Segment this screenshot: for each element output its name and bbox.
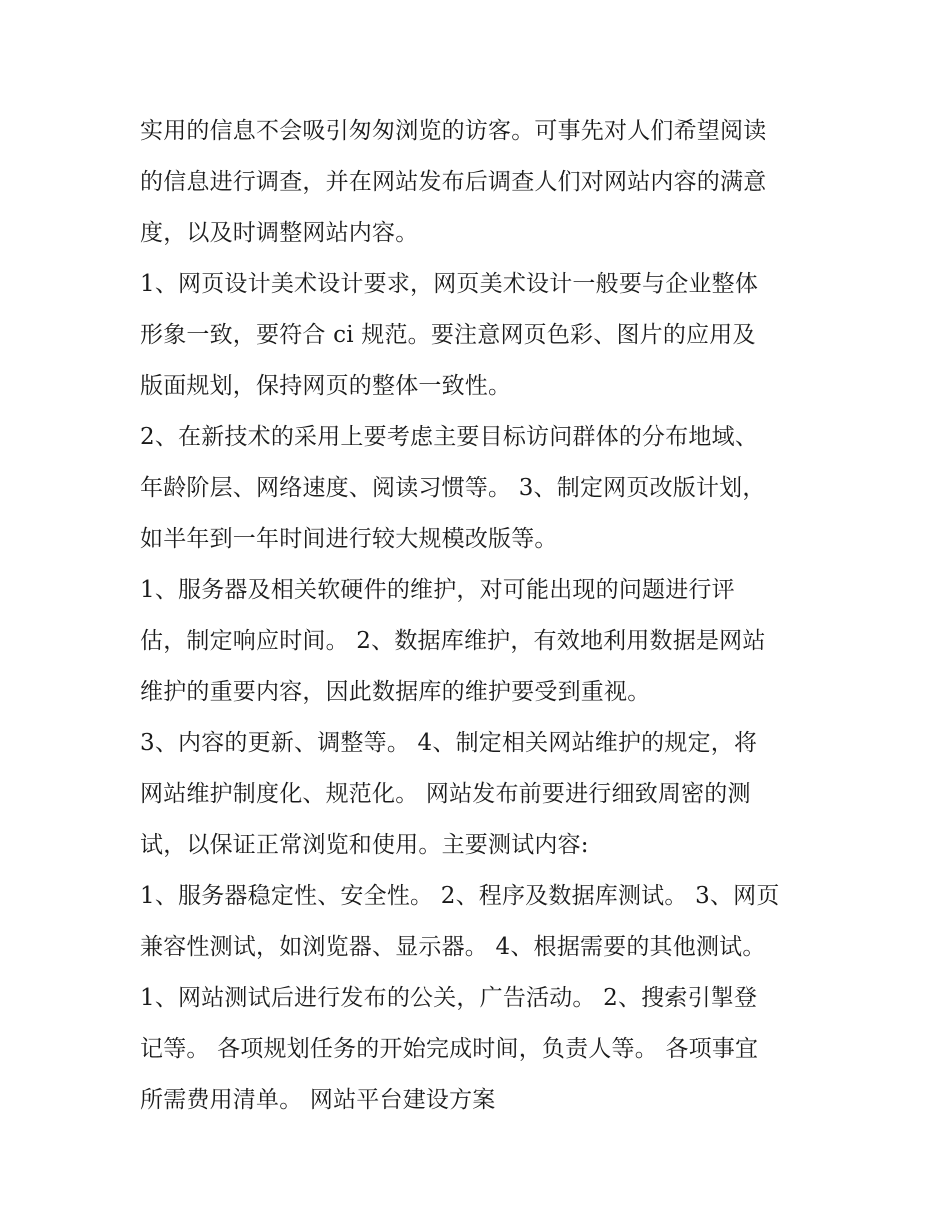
text-line: 记等。 各项规划任务的开始完成时间，负责人等。 各项事宜 xyxy=(140,1036,759,1062)
text-line: 1、服务器稳定性、安全性。 2、程序及数据库测试。 3、网页 xyxy=(140,883,780,909)
text-line: 所需费用清单。 网站平台建设方案 xyxy=(140,1087,496,1113)
text-line: 网站维护制度化、规范化。 网站发布前要进行细致周密的测 xyxy=(140,781,751,807)
text-line: 3、内容的更新、调整等。 4、制定相关网站维护的规定，将 xyxy=(140,730,758,756)
text-line: 试，以保证正常浏览和使用。主要测试内容: xyxy=(140,832,589,858)
text-line: 实用的信息不会吸引匆匆浏览的访客。可事先对人们希望阅读 xyxy=(140,118,767,144)
text-line: 1、服务器及相关软硬件的维护，对可能出现的问题进行评 xyxy=(140,577,735,603)
text-line: 1、网站测试后进行发布的公关，广告活动。 2、搜索引掣登 xyxy=(140,985,758,1011)
text-line: 2、在新技术的采用上要考虑主要目标访问群体的分布地域、 xyxy=(140,424,759,450)
text-line: 的信息进行调查，并在网站发布后调查人们对网站内容的满意 xyxy=(140,169,767,195)
text-line: 估，制定响应时间。 2、数据库维护，有效地利用数据是网站 xyxy=(140,628,766,654)
text-line: 形象一致，要符合 ci 规范。要注意网页色彩、图片的应用及 xyxy=(140,322,756,348)
document-body xyxy=(140,106,820,1126)
text-line: 维护的重要内容，因此数据库的维护要受到重视。 xyxy=(140,679,651,705)
text-line: 版面规划，保持网页的整体一致性。 xyxy=(140,373,512,399)
text-line: 1、网页设计美术设计要求，网页美术设计一般要与企业整体 xyxy=(140,271,759,297)
text-line: 如半年到一年时间进行较大规模改版等。 xyxy=(140,526,558,552)
text-line: 度，以及时调整网站内容。 xyxy=(140,220,419,246)
text-line: 年龄阶层、网络速度、阅读习惯等。 3、制定网页改版计划， xyxy=(140,475,766,501)
text-line: 兼容性测试，如浏览器、显示器。 4、根据需要的其他测试。 xyxy=(140,934,766,960)
